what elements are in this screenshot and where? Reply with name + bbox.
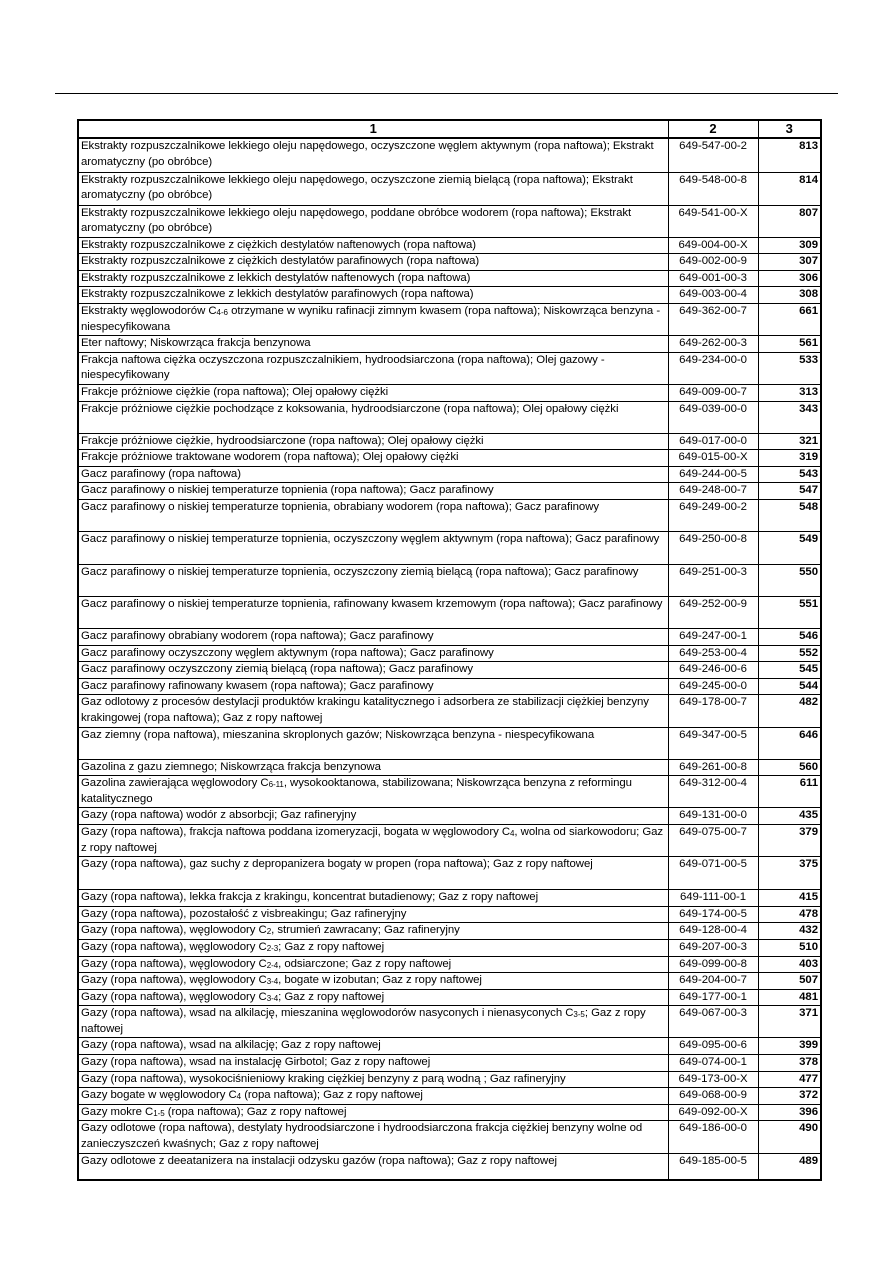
table-row (78, 1038, 821, 1055)
index-number-cell: 649-548-00-8 (668, 172, 758, 205)
entry-number-cell: 343 (758, 401, 821, 433)
entry-number-cell: 507 (758, 973, 821, 990)
substance-name-cell: Gaz ziemny (ropa naftowa), mieszanina skroplonych gazów; Niskowrząca benzyna - niespecyfikowana (78, 727, 668, 759)
substance-name-cell: Gacz parafinowy (ropa naftowa) (78, 466, 668, 483)
table-row (78, 237, 821, 254)
table-row (78, 138, 821, 172)
table-row (78, 923, 821, 940)
substance-name-cell: Gacz parafinowy oczyszczony węglem aktywnym (ropa naftowa); Gacz parafinowy (78, 645, 668, 662)
column-header-1: 1 (78, 120, 668, 138)
entry-number-cell: 814 (758, 172, 821, 205)
substance-name-cell: Gazy mokre $C_{1-5}$ (ropa naftowa); Gaz z ropy naftowej (78, 1104, 668, 1121)
substance-name-cell: Gazy (ropa naftowa), frakcja naftowa poddana izomeryzacji, bogata w węglowodory $C_4$, wolna od siarkowodoru; Gaz z ropy naftowej (78, 824, 668, 856)
table-row (78, 824, 821, 856)
table-row (78, 776, 821, 808)
index-number-cell: 649-131-00-0 (668, 808, 758, 825)
substance-name-cell: Ekstrakty rozpuszczalnikowe lekkiego oleju napędowego, poddane obróbce wodorem (ropa naftowa); Ekstrakt aromatyczny (po obróbce) (78, 205, 668, 237)
table-row (78, 629, 821, 646)
entry-number-cell: 549 (758, 532, 821, 565)
carbon-subscript: 3-5 (573, 1010, 585, 1020)
index-number-cell: 649-245-00-0 (668, 678, 758, 695)
table-body (78, 138, 821, 1180)
index-number-cell: 649-174-00-5 (668, 906, 758, 923)
substance-name-cell: Ekstrakty węglowodorów $C_{4-6}$ otrzymane w wyniku rafinacji zimnym kwasem (ropa naftowa); Niskowrząca benzyna - niespecyfikowana (78, 304, 668, 336)
substance-name-cell: Gazolina zawierająca węglowodory $C_{6-11}$, wysokooktanowa, stabilizowana; Niskowrząca benzyna z reformingu katalitycznego (78, 776, 668, 808)
carbon-subscript: 3-4 (266, 977, 279, 987)
entry-number-cell: 611 (758, 776, 821, 808)
index-number-cell: 649-074-00-1 (668, 1055, 758, 1072)
table-row (78, 973, 821, 990)
index-number-cell: 649-207-00-3 (668, 939, 758, 956)
table-row (78, 759, 821, 776)
index-number-cell: 649-186-00-0 (668, 1121, 758, 1153)
entry-number-cell: 533 (758, 352, 821, 384)
index-number-cell: 649-173-00-X (668, 1071, 758, 1088)
substance-name-cell: Gazy odlotowe (ropa naftowa), destylaty hydroodsiarczone i hydroodsiarczona frakcja ciężkiej benzyny wolne od zanieczyszczeń kwaśnych; Gaz z ropy naftowej (78, 1121, 668, 1153)
index-number-cell: 649-095-00-6 (668, 1038, 758, 1055)
table-row (78, 270, 821, 287)
substance-name-cell: Gazy (ropa naftowa), pozostałość z visbreakingu; Gaz rafineryjny (78, 906, 668, 923)
entry-number-cell: 306 (758, 270, 821, 287)
index-number-cell: 649-177-00-1 (668, 989, 758, 1006)
index-number-cell: 649-252-00-9 (668, 597, 758, 629)
table-row (78, 1071, 821, 1088)
entry-number-cell: 510 (758, 939, 821, 956)
substance-name-cell: Gazy (ropa naftowa) wodór z absorbcji; Gaz rafineryjny (78, 808, 668, 825)
carbon-subscript: 4 (236, 1092, 242, 1102)
entry-number-cell: 547 (758, 483, 821, 500)
table-row (78, 727, 821, 759)
substance-name-cell: Frakcje próżniowe ciężkie pochodzące z koksowania, hydroodsiarczone (ropa naftowa); Olej opałowy ciężki (78, 401, 668, 433)
index-number-cell: 649-362-00-7 (668, 304, 758, 336)
substance-name-cell: Gacz parafinowy o niskiej temperaturze topnienia, oczyszczony węglem aktywnym (ropa naftowa); Gacz parafinowy (78, 532, 668, 565)
table-header-row (78, 120, 821, 138)
entry-number-cell: 307 (758, 254, 821, 271)
index-number-cell: 649-128-00-4 (668, 923, 758, 940)
substance-name-cell: Gazy (ropa naftowa), gaz suchy z depropanizera bogaty w propen (ropa naftowa); Gaz z ropy naftowej (78, 857, 668, 890)
index-number-cell: 649-204-00-7 (668, 973, 758, 990)
substance-name-cell: Ekstrakty rozpuszczalnikowe lekkiego oleju napędowego, oczyszczone węglem aktywnym (ropa naftowa); Ekstrakt aromatyczny (po obróbce) (78, 138, 668, 172)
entry-number-cell: 371 (758, 1006, 821, 1038)
table-row (78, 205, 821, 237)
index-number-cell: 649-001-00-3 (668, 270, 758, 287)
entry-number-cell: 415 (758, 890, 821, 907)
substance-name-cell: Ekstrakty rozpuszczalnikowe z ciężkich destylatów naftenowych (ropa naftowa) (78, 237, 668, 254)
index-number-cell: 649-068-00-9 (668, 1088, 758, 1105)
table-row (78, 287, 821, 304)
substance-name-cell: Gazy (ropa naftowa), węglowodory $C_{3-4}$, bogate w izobutan; Gaz z ropy naftowej (78, 973, 668, 990)
substance-name-cell: Frakcje próżniowe ciężkie, hydroodsiarczone (ropa naftowa); Olej opałowy ciężki (78, 433, 668, 450)
entry-number-cell: 490 (758, 1121, 821, 1153)
substance-name-cell: Gazy (ropa naftowa), wsad na alkilację; Gaz z ropy naftowej (78, 1038, 668, 1055)
substance-name-cell: Gacz parafinowy o niskiej temperaturze topnienia (ropa naftowa); Gacz parafinowy (78, 483, 668, 500)
index-number-cell: 649-015-00-X (668, 450, 758, 467)
index-number-cell: 649-547-00-2 (668, 138, 758, 172)
index-number-cell: 649-251-00-3 (668, 565, 758, 597)
substance-name-cell: Gazy bogate w węglowodory $C_4$ (ropa naftowa); Gaz z ropy naftowej (78, 1088, 668, 1105)
table-row (78, 336, 821, 353)
carbon-subscript: 3-4 (266, 993, 279, 1003)
index-number-cell: 649-067-00-3 (668, 1006, 758, 1038)
column-header-3: 3 (758, 120, 821, 138)
index-number-cell: 649-004-00-X (668, 237, 758, 254)
index-number-cell: 649-246-00-6 (668, 662, 758, 679)
substance-name-cell: Ekstrakty rozpuszczalnikowe lekkiego oleju napędowego, oczyszczone ziemią bielącą (ropa naftowa); Ekstrakt aromatyczny (po obróbce) (78, 172, 668, 205)
substance-name-cell: Gazy odlotowe z deeatanizera na instalacji odzysku gazów (ropa naftowa); Gaz z ropy naftowej (78, 1153, 668, 1180)
index-number-cell: 649-541-00-X (668, 205, 758, 237)
entry-number-cell: 319 (758, 450, 821, 467)
entry-number-cell: 432 (758, 923, 821, 940)
entry-number-cell: 375 (758, 857, 821, 890)
table-row (78, 450, 821, 467)
carbon-subscript: 2 (266, 927, 272, 937)
index-number-cell: 649-009-00-7 (668, 385, 758, 402)
carbon-subscript: 1-5 (153, 1108, 165, 1118)
index-number-cell: 649-347-00-5 (668, 727, 758, 759)
substance-name-cell: Gaz odlotowy z procesów destylacji produktów krakingu katalitycznego i adsorbera ze stabilizacji ciężkiej benzyny krakingowej (ropa naftowa); Gaz z ropy naftowej (78, 695, 668, 727)
table-row (78, 483, 821, 500)
index-number-cell: 649-250-00-8 (668, 532, 758, 565)
index-number-cell: 649-039-00-0 (668, 401, 758, 433)
entry-number-cell: 489 (758, 1153, 821, 1180)
entry-number-cell: 546 (758, 629, 821, 646)
table-row (78, 1006, 821, 1038)
substance-name-cell: Gazy (ropa naftowa), węglowodory $C_2$, strumień zawracany; Gaz rafineryjny (78, 923, 668, 940)
carbon-subscript: 2-4 (266, 960, 279, 970)
index-number-cell: 649-178-00-7 (668, 695, 758, 727)
carbon-subscript: 4-6 (216, 308, 228, 318)
entry-number-cell: 378 (758, 1055, 821, 1072)
table-row (78, 956, 821, 973)
entry-number-cell: 399 (758, 1038, 821, 1055)
entry-number-cell: 561 (758, 336, 821, 353)
table-row (78, 254, 821, 271)
substance-name-cell: Ekstrakty rozpuszczalnikowe z lekkich destylatów parafinowych (ropa naftowa) (78, 287, 668, 304)
index-number-cell: 649-075-00-7 (668, 824, 758, 856)
table-row (78, 466, 821, 483)
entry-number-cell: 560 (758, 759, 821, 776)
entry-number-cell: 807 (758, 205, 821, 237)
index-number-cell: 649-312-00-4 (668, 776, 758, 808)
table-row (78, 857, 821, 890)
substance-name-cell: Gazy (ropa naftowa), węglowodory $C_{2-4}$, odsiarczone; Gaz z ropy naftowej (78, 956, 668, 973)
carbon-subscript: 4 (510, 828, 515, 838)
table-row (78, 532, 821, 565)
substance-name-cell: Frakcje próżniowe ciężkie (ropa naftowa); Olej opałowy ciężki (78, 385, 668, 402)
substance-name-cell: Ekstrakty rozpuszczalnikowe z ciężkich destylatów parafinowych (ropa naftowa) (78, 254, 668, 271)
substance-name-cell: Gazy (ropa naftowa), węglowodory $C_{2-3}$; Gaz z ropy naftowej (78, 939, 668, 956)
index-number-cell: 649-248-00-7 (668, 483, 758, 500)
entry-number-cell: 372 (758, 1088, 821, 1105)
index-number-cell: 649-247-00-1 (668, 629, 758, 646)
index-number-cell: 649-249-00-2 (668, 500, 758, 532)
table-row (78, 695, 821, 727)
table-row (78, 597, 821, 629)
table-row (78, 906, 821, 923)
substance-name-cell: Gazolina z gazu ziemnego; Niskowrząca frakcja benzynowa (78, 759, 668, 776)
substance-name-cell: Gacz parafinowy o niskiej temperaturze topnienia, oczyszczony ziemią bielącą (ropa naftowa); Gacz parafinowy (78, 565, 668, 597)
table-row (78, 1153, 821, 1180)
index-number-cell: 649-099-00-8 (668, 956, 758, 973)
table-row (78, 352, 821, 384)
index-number-cell: 649-244-00-5 (668, 466, 758, 483)
entry-number-cell: 313 (758, 385, 821, 402)
entry-number-cell: 482 (758, 695, 821, 727)
table-row (78, 1055, 821, 1072)
entry-number-cell: 321 (758, 433, 821, 450)
table-row (78, 890, 821, 907)
entry-number-cell: 403 (758, 956, 821, 973)
table-row (78, 401, 821, 433)
table-row (78, 565, 821, 597)
index-number-cell: 649-111-00-1 (668, 890, 758, 907)
table-row (78, 1121, 821, 1153)
substance-name-cell: Gazy (ropa naftowa), węglowodory $C_{3-4}$; Gaz z ropy naftowej (78, 989, 668, 1006)
table-row (78, 172, 821, 205)
entry-number-cell: 477 (758, 1071, 821, 1088)
table-row (78, 645, 821, 662)
substance-table (77, 119, 822, 1181)
index-number-cell: 649-185-00-5 (668, 1153, 758, 1180)
entry-number-cell: 550 (758, 565, 821, 597)
entry-number-cell: 396 (758, 1104, 821, 1121)
entry-number-cell: 543 (758, 466, 821, 483)
index-number-cell: 649-261-00-8 (668, 759, 758, 776)
table-row (78, 989, 821, 1006)
substance-name-cell: Gacz parafinowy obrabiany wodorem (ropa naftowa); Gacz parafinowy (78, 629, 668, 646)
table-row (78, 808, 821, 825)
table-row (78, 939, 821, 956)
index-number-cell: 649-262-00-3 (668, 336, 758, 353)
carbon-subscript: 2-3 (266, 943, 279, 953)
table-row (78, 678, 821, 695)
entry-number-cell: 435 (758, 808, 821, 825)
table-row (78, 500, 821, 532)
substance-name-cell: Eter naftowy; Niskowrząca frakcja benzynowa (78, 336, 668, 353)
table-row (78, 385, 821, 402)
column-header-2: 2 (668, 120, 758, 138)
entry-number-cell: 308 (758, 287, 821, 304)
index-number-cell: 649-071-00-5 (668, 857, 758, 890)
substance-name-cell: Gacz parafinowy oczyszczony ziemią bielącą (ropa naftowa); Gacz parafinowy (78, 662, 668, 679)
page-header-rule (55, 93, 838, 94)
index-number-cell: 649-003-00-4 (668, 287, 758, 304)
entry-number-cell: 548 (758, 500, 821, 532)
substance-name-cell: Gacz parafinowy o niskiej temperaturze topnienia, rafinowany kwasem krzemowym (ropa naftowa); Gacz parafinowy (78, 597, 668, 629)
substance-name-cell: Gazy (ropa naftowa), wysokociśnieniowy kraking ciężkiej benzyny z parą wodną ; Gaz rafineryjny (78, 1071, 668, 1088)
entry-number-cell: 552 (758, 645, 821, 662)
entry-number-cell: 545 (758, 662, 821, 679)
substance-name-cell: Gazy (ropa naftowa), lekka frakcja z krakingu, koncentrat butadienowy; Gaz z ropy naftowej (78, 890, 668, 907)
table-row (78, 304, 821, 336)
substance-name-cell: Gazy (ropa naftowa), wsad na instalację Girbotol; Gaz z ropy naftowej (78, 1055, 668, 1072)
substance-name-cell: Frakcje próżniowe traktowane wodorem (ropa naftowa); Olej opałowy ciężki (78, 450, 668, 467)
entry-number-cell: 661 (758, 304, 821, 336)
index-number-cell: 649-092-00-X (668, 1104, 758, 1121)
table-row (78, 433, 821, 450)
entry-number-cell: 544 (758, 678, 821, 695)
entry-number-cell: 379 (758, 824, 821, 856)
substance-name-cell: Gacz parafinowy o niskiej temperaturze topnienia, obrabiany wodorem (ropa naftowa); Gacz parafinowy (78, 500, 668, 532)
table-row (78, 662, 821, 679)
entry-number-cell: 813 (758, 138, 821, 172)
substance-name-cell: Gazy (ropa naftowa), wsad na alkilację, mieszanina węglowodorów nasyconych i nienasyconych $C_{3-5}$; Gaz z ropy naftowej (78, 1006, 668, 1038)
entry-number-cell: 478 (758, 906, 821, 923)
index-number-cell: 649-017-00-0 (668, 433, 758, 450)
index-number-cell: 649-253-00-4 (668, 645, 758, 662)
table-row (78, 1088, 821, 1105)
substance-name-cell: Frakcja naftowa ciężka oczyszczona rozpuszczalnikiem, hydroodsiarczona (ropa naftowa); Olej gazowy - niespecyfikowany (78, 352, 668, 384)
substance-name-cell: Gacz parafinowy rafinowany kwasem (ropa naftowa); Gacz parafinowy (78, 678, 668, 695)
entry-number-cell: 551 (758, 597, 821, 629)
table-row (78, 1104, 821, 1121)
index-number-cell: 649-234-00-0 (668, 352, 758, 384)
entry-number-cell: 481 (758, 989, 821, 1006)
index-number-cell: 649-002-00-9 (668, 254, 758, 271)
carbon-subscript: 6-11 (268, 780, 284, 790)
entry-number-cell: 646 (758, 727, 821, 759)
entry-number-cell: 309 (758, 237, 821, 254)
substance-name-cell: Ekstrakty rozpuszczalnikowe z lekkich destylatów naftenowych (ropa naftowa) (78, 270, 668, 287)
